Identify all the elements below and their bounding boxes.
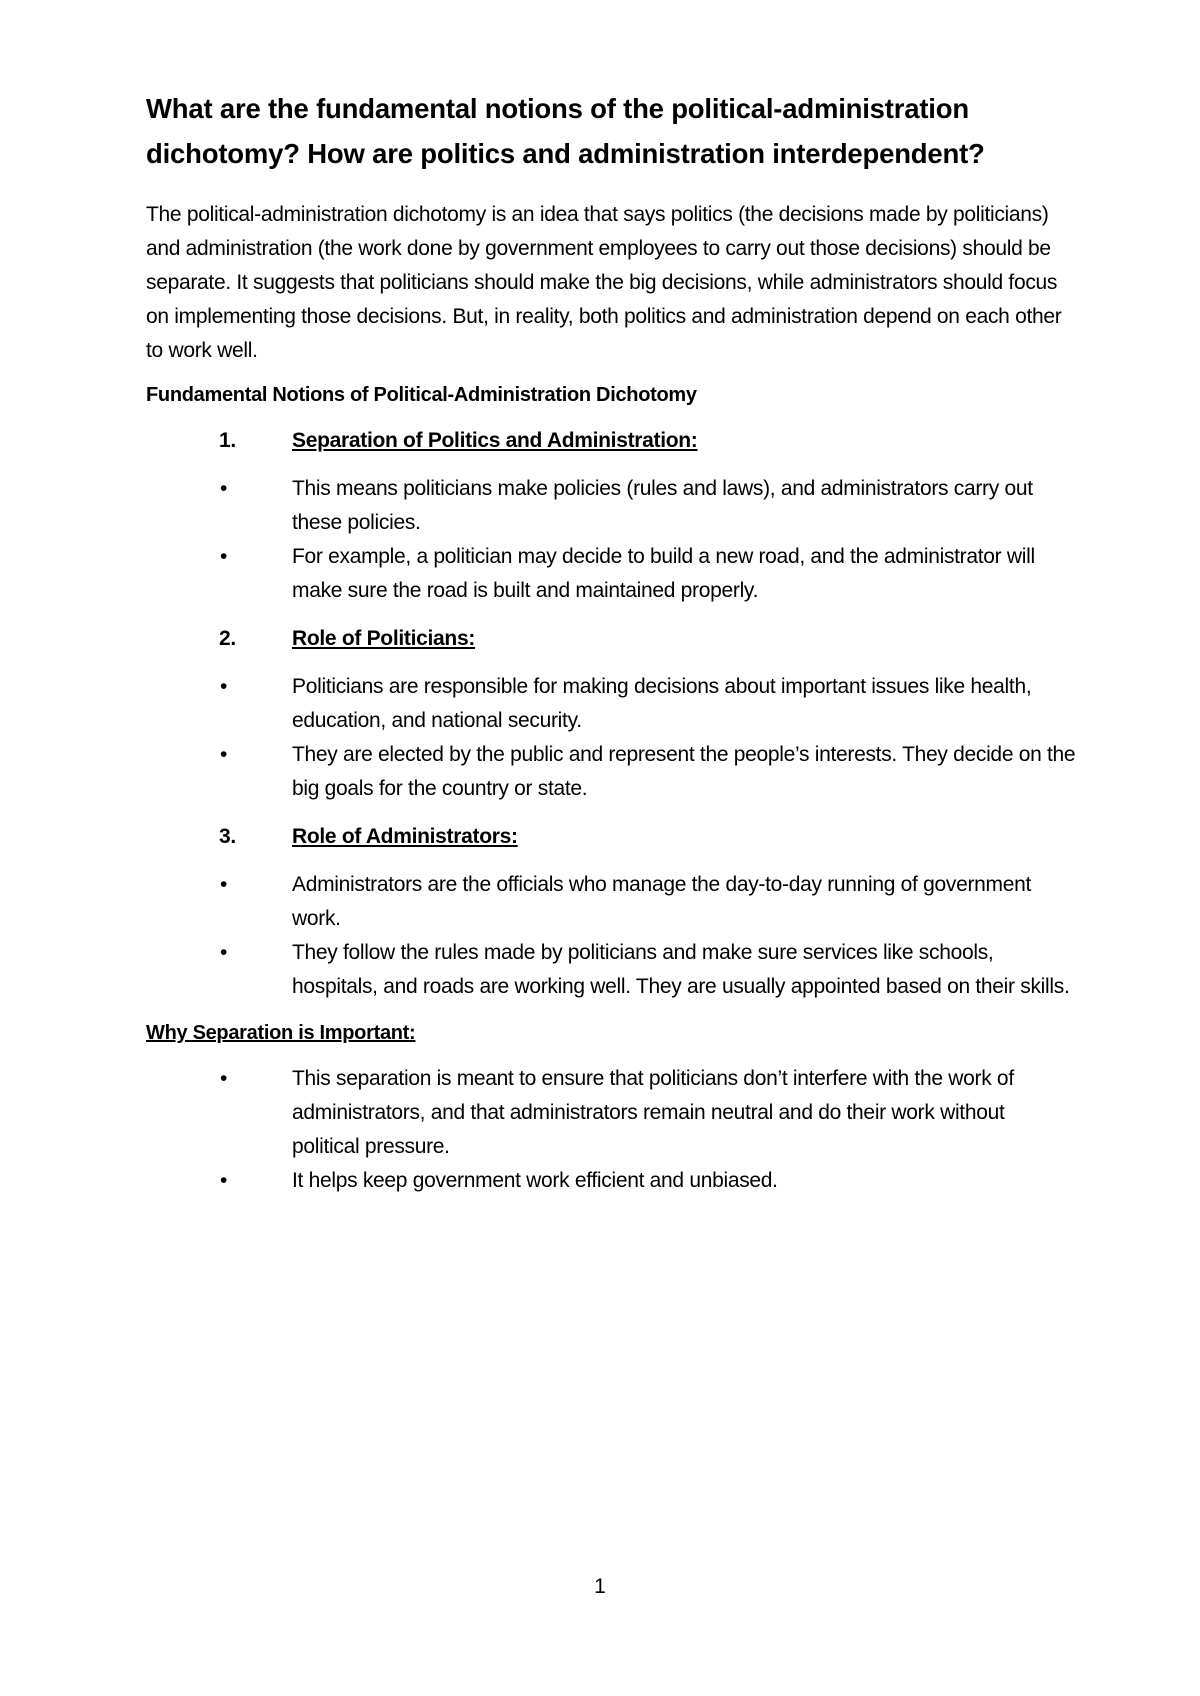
bullet-text: Politicians are responsible for making decisions about important issues like health, education, and national security. [292,675,1032,732]
bullet-icon: • [220,675,228,698]
page-number: 1 [594,1575,606,1598]
numbered-item-1 [146,424,1076,458]
list-item [146,472,1076,540]
bullet-icon: • [220,477,228,500]
bullet-text: They follow the rules made by politicians and make sure services like schools, hospitals, and roads are working well. They are usually appointed based on their skills. [292,941,1070,998]
item-label: Role of Administrators: [292,825,518,848]
item-label: Separation of Politics and Administration: [292,429,698,452]
bullet-text: For example, a politician may decide to build a new road, and the administrator will make sure the road is built and maintained properly. [292,545,1035,602]
bullet-icon: • [220,545,228,568]
bullet-text: They are elected by the public and represent the people’s interests. They decide on the big goals for the country or state. [292,743,1076,800]
list-item [146,1164,1076,1198]
bullet-icon: • [220,1067,228,1090]
bullet-text: This means politicians make policies (rules and laws), and administrators carry out these policies. [292,477,1033,534]
list-item [146,1062,1076,1164]
why-heading: Why Separation is Important: [146,1022,416,1044]
bullet-icon: • [220,743,228,766]
list-item [146,670,1076,738]
bullet-icon: • [220,873,228,896]
bullet-text: This separation is meant to ensure that politicians don’t interfere with the work of administrators, and that administrators remain neutral and do their work without political pressure. [292,1067,1014,1158]
numbered-item-3 [146,820,1076,854]
bullet-text: Administrators are the officials who manage the day-to-day running of government work. [292,873,1032,930]
numbered-item-2 [146,622,1076,656]
list-item [146,540,1076,608]
item-number: 1. [219,429,236,452]
list-item [146,738,1076,806]
document-title: What are the fundamental notions of the political-administration dichotomy? How are politics and administration interdependent? [146,93,985,169]
item-number: 2. [219,627,236,650]
item-label: Role of Politicians: [292,627,476,650]
bullet-list [146,670,1076,806]
list-item [146,936,1076,1004]
bullet-icon: • [220,1169,228,1192]
intro-paragraph: The political-administration dichotomy is an idea that says politics (the decisions made by politicians) and administration (the work done by government employees to carry out those decisions) should be separate. It suggests that politicians should make the big decisions, while administrators should focus on implementing those decisions. But, in reality, both politics and administration depend on each other to work well. [146,203,1062,362]
bullet-list [146,868,1076,1004]
why-bullet-list [146,1062,1076,1198]
bullet-list [146,472,1076,608]
bullet-text: It helps keep government work efficient and unbiased. [292,1169,778,1192]
page-content [146,86,1076,1212]
section-heading: Fundamental Notions of Political-Administration Dichotomy [146,384,697,406]
item-number: 3. [219,825,236,848]
bullet-icon: • [220,941,228,964]
list-item [146,868,1076,936]
